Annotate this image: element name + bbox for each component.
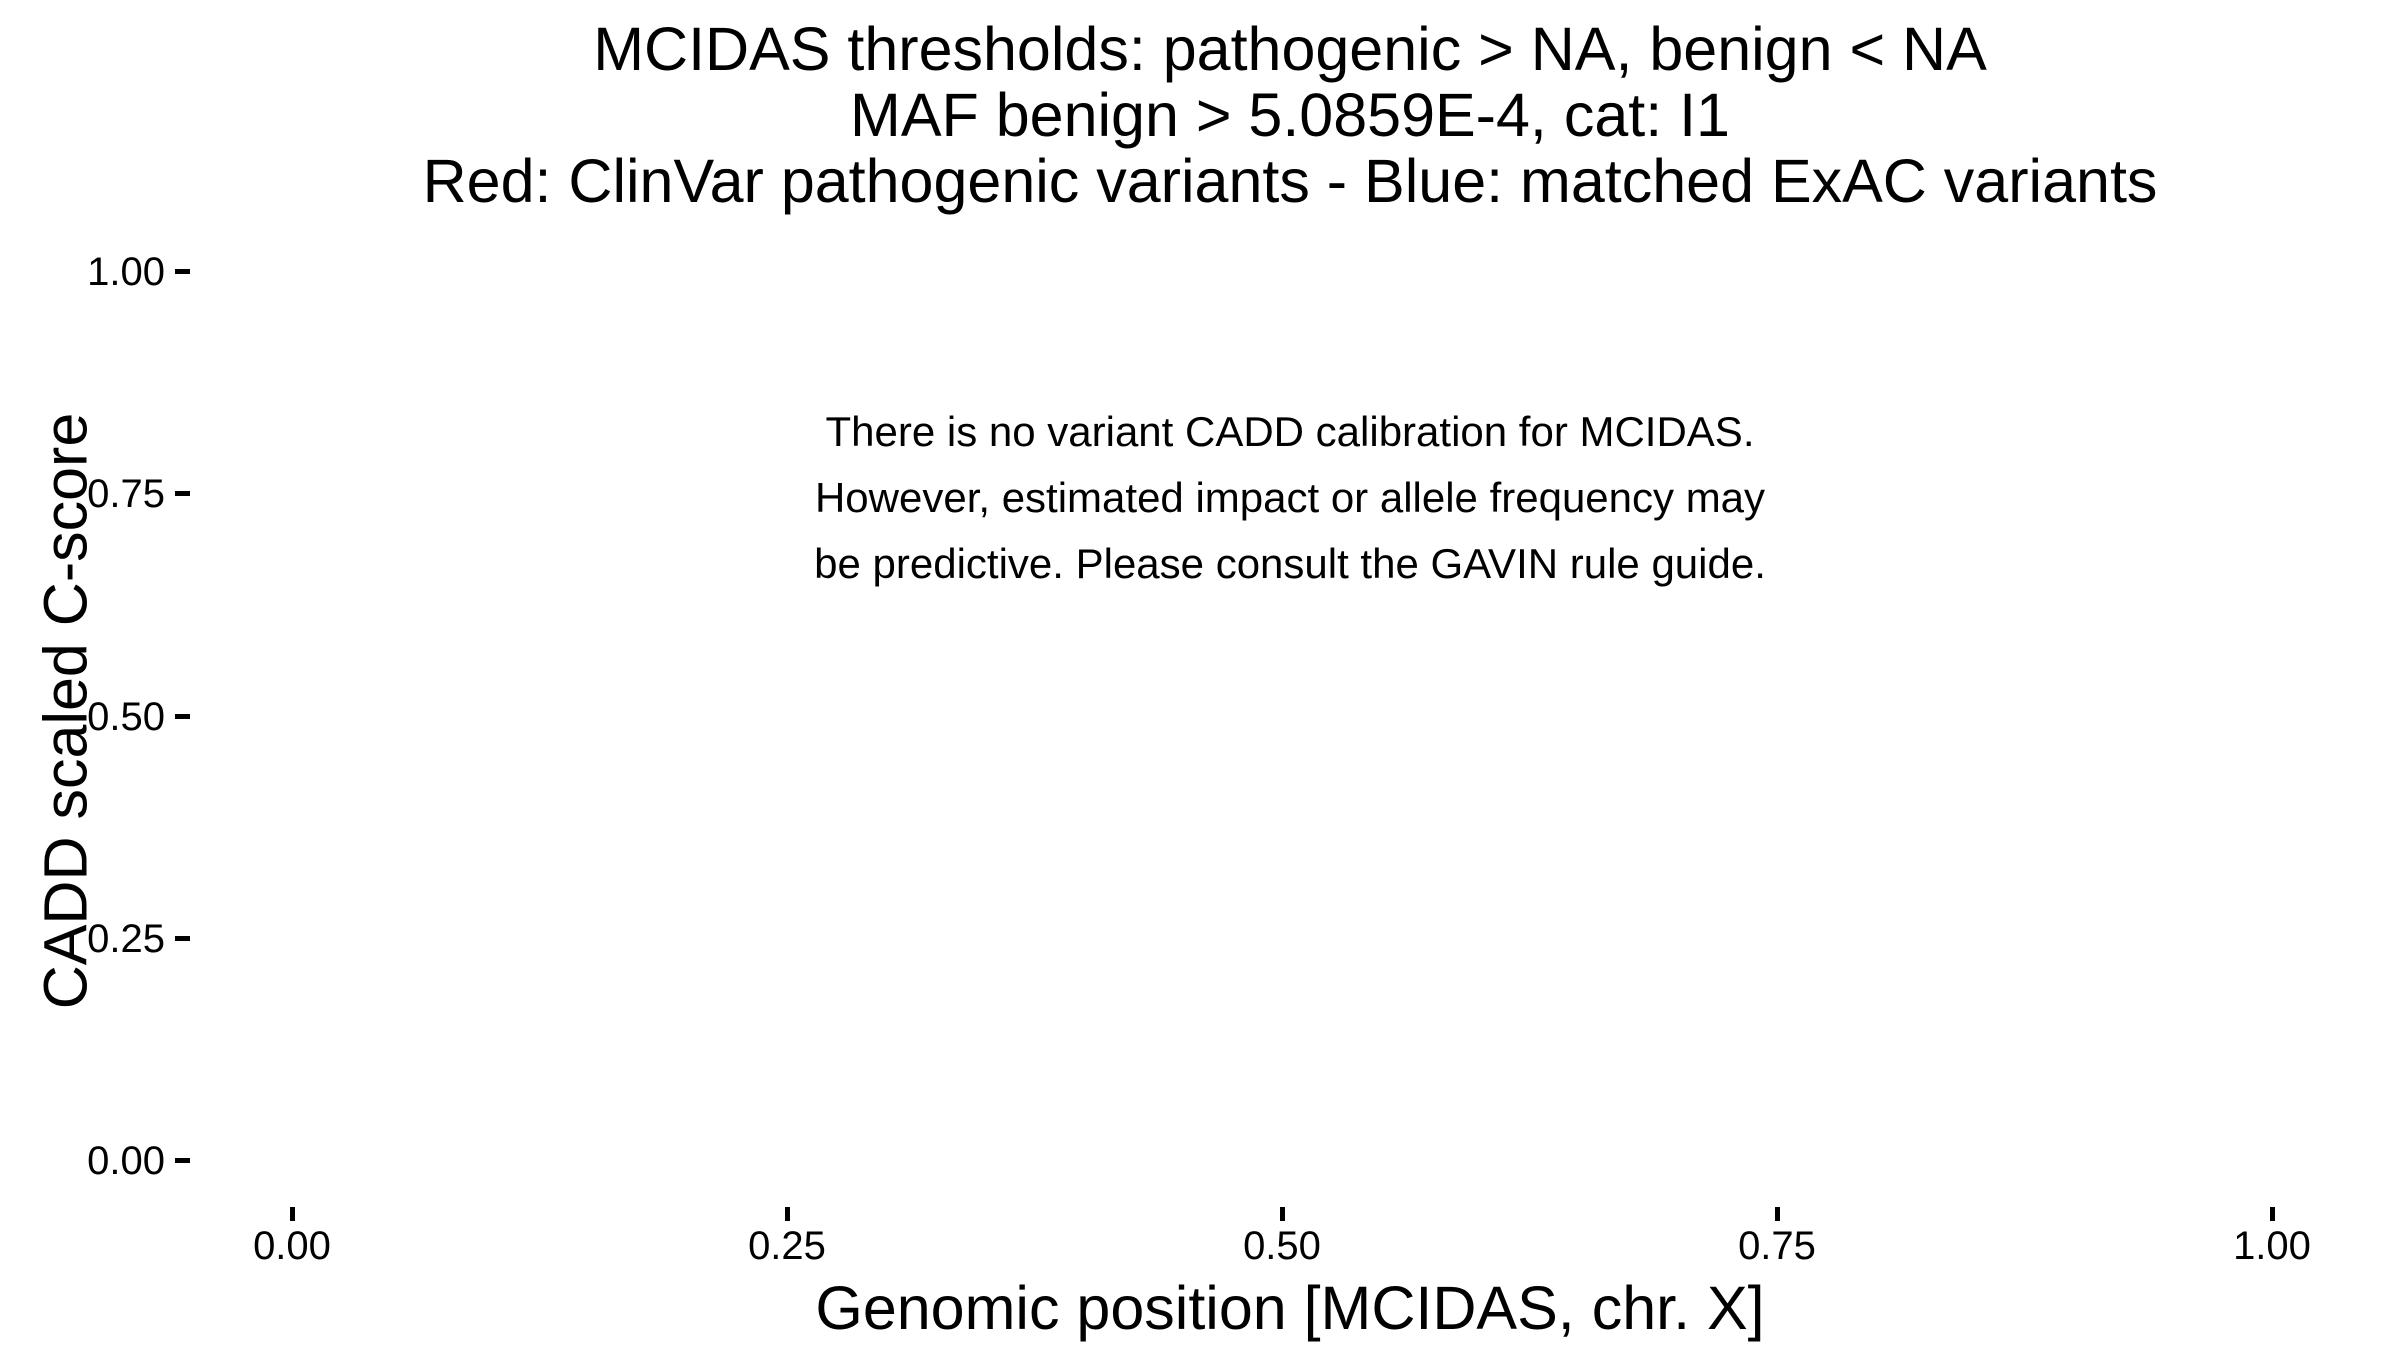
y-tick-mark (175, 714, 190, 719)
x-tick-mark (1775, 1207, 1780, 1221)
panel-annotation-line-2: However, estimated impact or allele frequency may (814, 474, 1766, 521)
x-tick-mark (2270, 1207, 2275, 1221)
panel-annotation-line-1: There is no variant CADD calibration for MCIDAS. (825, 408, 1755, 455)
x-tick-label-0.00: 0.00 (253, 1224, 331, 1268)
y-tick-mark (175, 491, 190, 496)
y-tick-label-0.00: 0.00 (87, 1139, 165, 1183)
plot-title (190, 16, 2390, 214)
panel-annotation (190, 399, 2390, 597)
x-tick-mark (1280, 1207, 1285, 1221)
x-tick-label-0.25: 0.25 (748, 1224, 826, 1268)
panel-annotation-line-3: be predictive. Please consult the GAVIN rule guide. (814, 540, 1766, 587)
y-tick-mark (175, 1158, 190, 1163)
y-tick-label-0.25: 0.25 (87, 917, 165, 961)
x-tick-mark (290, 1207, 295, 1221)
plot-title-line-3: Red: ClinVar pathogenic variants - Blue: matched ExAC variants (422, 147, 2158, 215)
x-tick-mark (785, 1207, 790, 1221)
plot-title-line-1: MCIDAS thresholds: pathogenic > NA, benign < NA (593, 15, 1987, 83)
x-tick-label-0.50: 0.50 (1243, 1224, 1321, 1268)
y-tick-label-1.00: 1.00 (87, 250, 165, 294)
y-tick-label-0.75: 0.75 (87, 472, 165, 516)
y-tick-mark (175, 936, 190, 941)
x-axis-title: Genomic position [MCIDAS, chr. X] (815, 1274, 1765, 1342)
x-tick-label-1.00: 1.00 (2233, 1224, 2311, 1268)
y-tick-mark (175, 269, 190, 274)
y-axis-title: CADD scaled C-score (31, 412, 100, 1010)
plot-title-line-2: MAF benign > 5.0859E-4, cat: I1 (850, 81, 1730, 149)
x-tick-label-0.75: 0.75 (1738, 1224, 1816, 1268)
y-tick-label-0.50: 0.50 (87, 695, 165, 739)
